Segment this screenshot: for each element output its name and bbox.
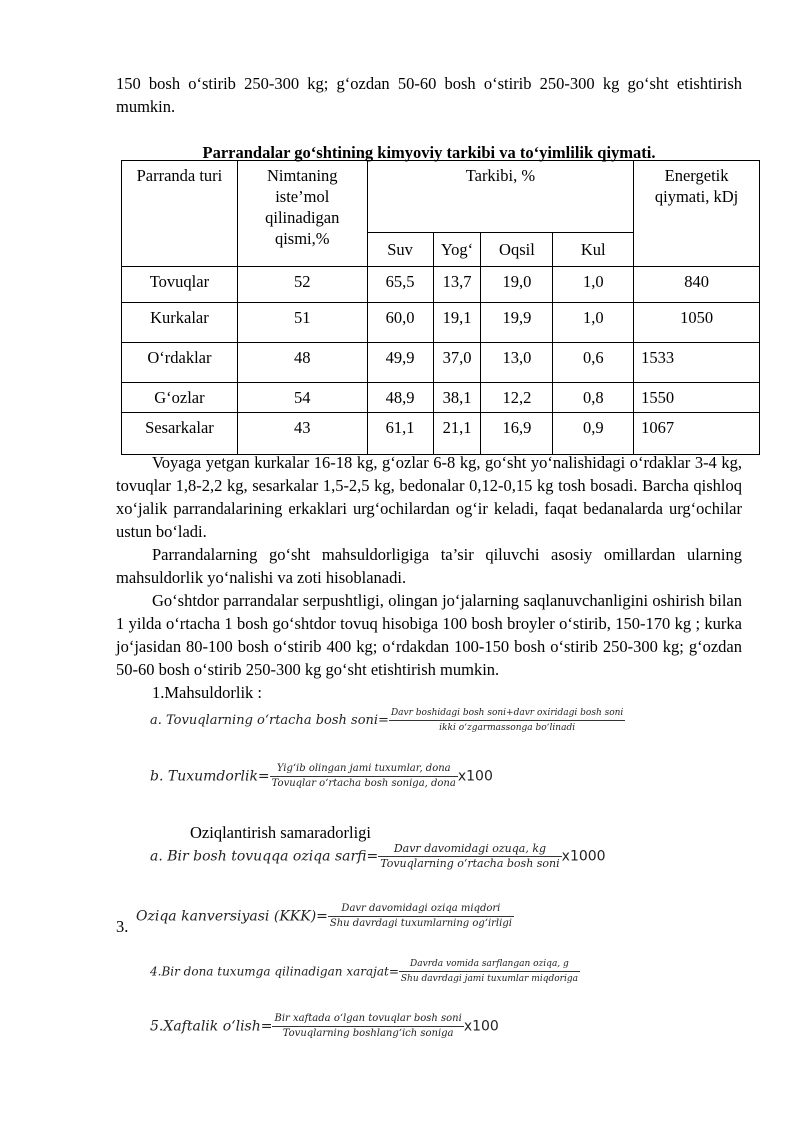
formula-denominator: Tovuqlarning boshlang‘ich soniga	[282, 1028, 454, 1039]
formula-denominator: Tovuqlar o‘rtacha bosh soniga, dona	[271, 778, 456, 789]
formula-denominator: Shu davrdagi jami tuxumlar miqdoriga	[400, 974, 578, 984]
formula-lhs: Oziqa kanversiyasi (KKK)=	[136, 908, 328, 925]
cell-edible: 54	[237, 383, 367, 413]
header-energy: Energetik qiymati, kDj	[634, 161, 760, 267]
table-row	[122, 413, 760, 455]
formula-numerator: Davr davomidagi ozuqa, kg	[378, 843, 561, 857]
table-row	[122, 267, 760, 303]
cell-fat: 13,7	[433, 267, 481, 303]
header-ash: Kul	[553, 233, 634, 267]
formula-lhs: 4.Bir dona tuxumga qilinadigan xarajat=	[150, 964, 399, 979]
cell-ash: 0,6	[553, 343, 634, 383]
cell-edible: 48	[237, 343, 367, 383]
table-row	[122, 383, 760, 413]
formula-denominator: Tovuqlarning o‘rtacha bosh soni	[380, 857, 560, 870]
body-text	[116, 451, 742, 704]
header-water: Suv	[367, 233, 433, 267]
intro-block	[116, 72, 742, 162]
cell-energy: 840	[634, 267, 760, 303]
cell-fat: 38,1	[433, 383, 481, 413]
formula-numerator: Bir xaftada o‘lgan tovuqlar bosh soni	[272, 1013, 463, 1027]
cell-edible: 51	[237, 303, 367, 343]
formula-cost-per-egg	[150, 958, 580, 985]
formula-numerator: Davr davomidagi oziqa miqdori	[328, 903, 514, 917]
list-number-3: 3.	[116, 917, 129, 936]
cell-ash: 1,0	[553, 267, 634, 303]
header-fat: Yog‘	[433, 233, 481, 267]
formula-lhs: b. Tuxumdorlik=	[150, 768, 270, 785]
paragraph-weights: Voyaga yetgan kurkalar 16-18 kg, g‘ozlar 6-8 kg, go‘sht yo‘nalishidagi o‘rdaklar 3-4 kg, tovuqlar 1,8-2,2 kg, sesarkalar 1,5-2,5 kg, bedonalar 0,12-0,15 kg tosh bosadi. Barcha qishloq xo‘jalik parrandalarining erkaklari urg‘ochilardan og‘ir keladi, faqat bedanalarda urg‘ochilar ustun bo‘ladi.	[116, 453, 742, 541]
cell-fat: 37,0	[433, 343, 481, 383]
formula-weekly-mortality	[150, 1013, 499, 1040]
table-row	[122, 303, 760, 343]
cell-ash: 1,0	[553, 303, 634, 343]
formula-numerator: Davrda vomida sarflangan oziqa, g	[399, 958, 580, 972]
formula-multiplier: x100	[463, 1018, 499, 1035]
cell-fat: 21,1	[433, 413, 481, 455]
cell-water: 60,0	[367, 303, 433, 343]
composition-table	[121, 160, 760, 455]
cell-edible: 43	[237, 413, 367, 455]
cell-water: 61,1	[367, 413, 433, 455]
header-edible: Nimtaning iste’mol qilinadigan qismi,%	[237, 161, 367, 267]
formula-multiplier: x100	[457, 768, 493, 785]
cell-water: 49,9	[367, 343, 433, 383]
cell-edible: 52	[237, 267, 367, 303]
cell-protein: 19,9	[481, 303, 553, 343]
cell-energy: 1067	[634, 413, 760, 455]
table-row	[122, 343, 760, 383]
formula-lhs: a. Tovuqlarning o‘rtacha bosh soni=	[150, 713, 389, 728]
cell-ash: 0,8	[553, 383, 634, 413]
cell-energy: 1550	[634, 383, 760, 413]
formula-feed-conversion	[136, 903, 514, 930]
header-type: Parranda turi	[122, 161, 238, 267]
cell-ash: 0,9	[553, 413, 634, 455]
paragraph-factors: Parrandalarning go‘sht mahsuldorligiga ta’sir qiluvchi asosiy omillardan ularning mahsuldorlik yo‘nalishi va zoti hisoblanadi.	[116, 545, 742, 587]
cell-protein: 19,0	[481, 267, 553, 303]
formula-egg-productivity	[150, 763, 493, 790]
cell-type: Sesarkalar	[122, 413, 238, 455]
header-composition: Tarkibi, %	[367, 161, 634, 233]
cell-fat: 19,1	[433, 303, 481, 343]
cell-water: 48,9	[367, 383, 433, 413]
formula-denominator: Shu davrdagi tuxumlarning og‘irligi	[329, 918, 512, 929]
cell-protein: 16,9	[481, 413, 553, 455]
paragraph-productivity: Go‘shtdor parrandalar serpushtligi, olingan jo‘jalarning saqlanuvchanligini oshirish bilan 1 yilda o‘rtacha 1 bosh go‘shtdor tovuq hisobiga 100 bosh broyler o‘stirib, 150-170 kg ; kurka jo‘jasidan 80-100 bosh o‘stirib 400 kg; o‘rdakdan 100-150 bosh o‘stirib 250-300 kg; g‘ozdan 50-60 bosh o‘stirib 250-300 kg go‘sht etishtirish mumkin.	[116, 591, 742, 679]
list-item-productivity: 1.Mahsuldorlik :	[152, 683, 262, 702]
cell-energy: 1050	[634, 303, 760, 343]
cell-protein: 13,0	[481, 343, 553, 383]
cell-energy: 1533	[634, 343, 760, 383]
formula-lhs: a. Bir bosh tovuqqa oziqa sarfi=	[150, 848, 379, 865]
formula-average-head-count	[150, 707, 625, 734]
heading-feeding-efficiency: Oziqlantirish samaradorligi	[190, 823, 371, 842]
formula-denominator: ikki o‘zgarmassonga bo‘linadi	[439, 723, 576, 733]
formula-numerator: Davr boshidagi bosh soni+davr oxiridagi bosh soni	[389, 707, 625, 721]
cell-type: G‘ozlar	[122, 383, 238, 413]
cell-type: Tovuqlar	[122, 267, 238, 303]
formula-feed-per-head	[150, 843, 606, 870]
cell-water: 65,5	[367, 267, 433, 303]
formula-lhs: 5.Xaftalik o‘lish=	[150, 1018, 273, 1035]
header-protein: Oqsil	[481, 233, 553, 267]
intro-paragraph: 150 bosh o‘stirib 250-300 kg; g‘ozdan 50-60 bosh o‘stirib 250-300 kg go‘sht etishtirish mumkin.	[116, 74, 742, 116]
cell-protein: 12,2	[481, 383, 553, 413]
table-title: Parrandalar go‘shtining kimyoviy tarkibi va to‘yimlilik qiymati.	[202, 143, 656, 162]
cell-type: O‘rdaklar	[122, 343, 238, 383]
formula-multiplier: x1000	[561, 848, 606, 865]
formula-numerator: Yig‘ib olingan jami tuxumlar, dona	[270, 763, 458, 777]
cell-type: Kurkalar	[122, 303, 238, 343]
